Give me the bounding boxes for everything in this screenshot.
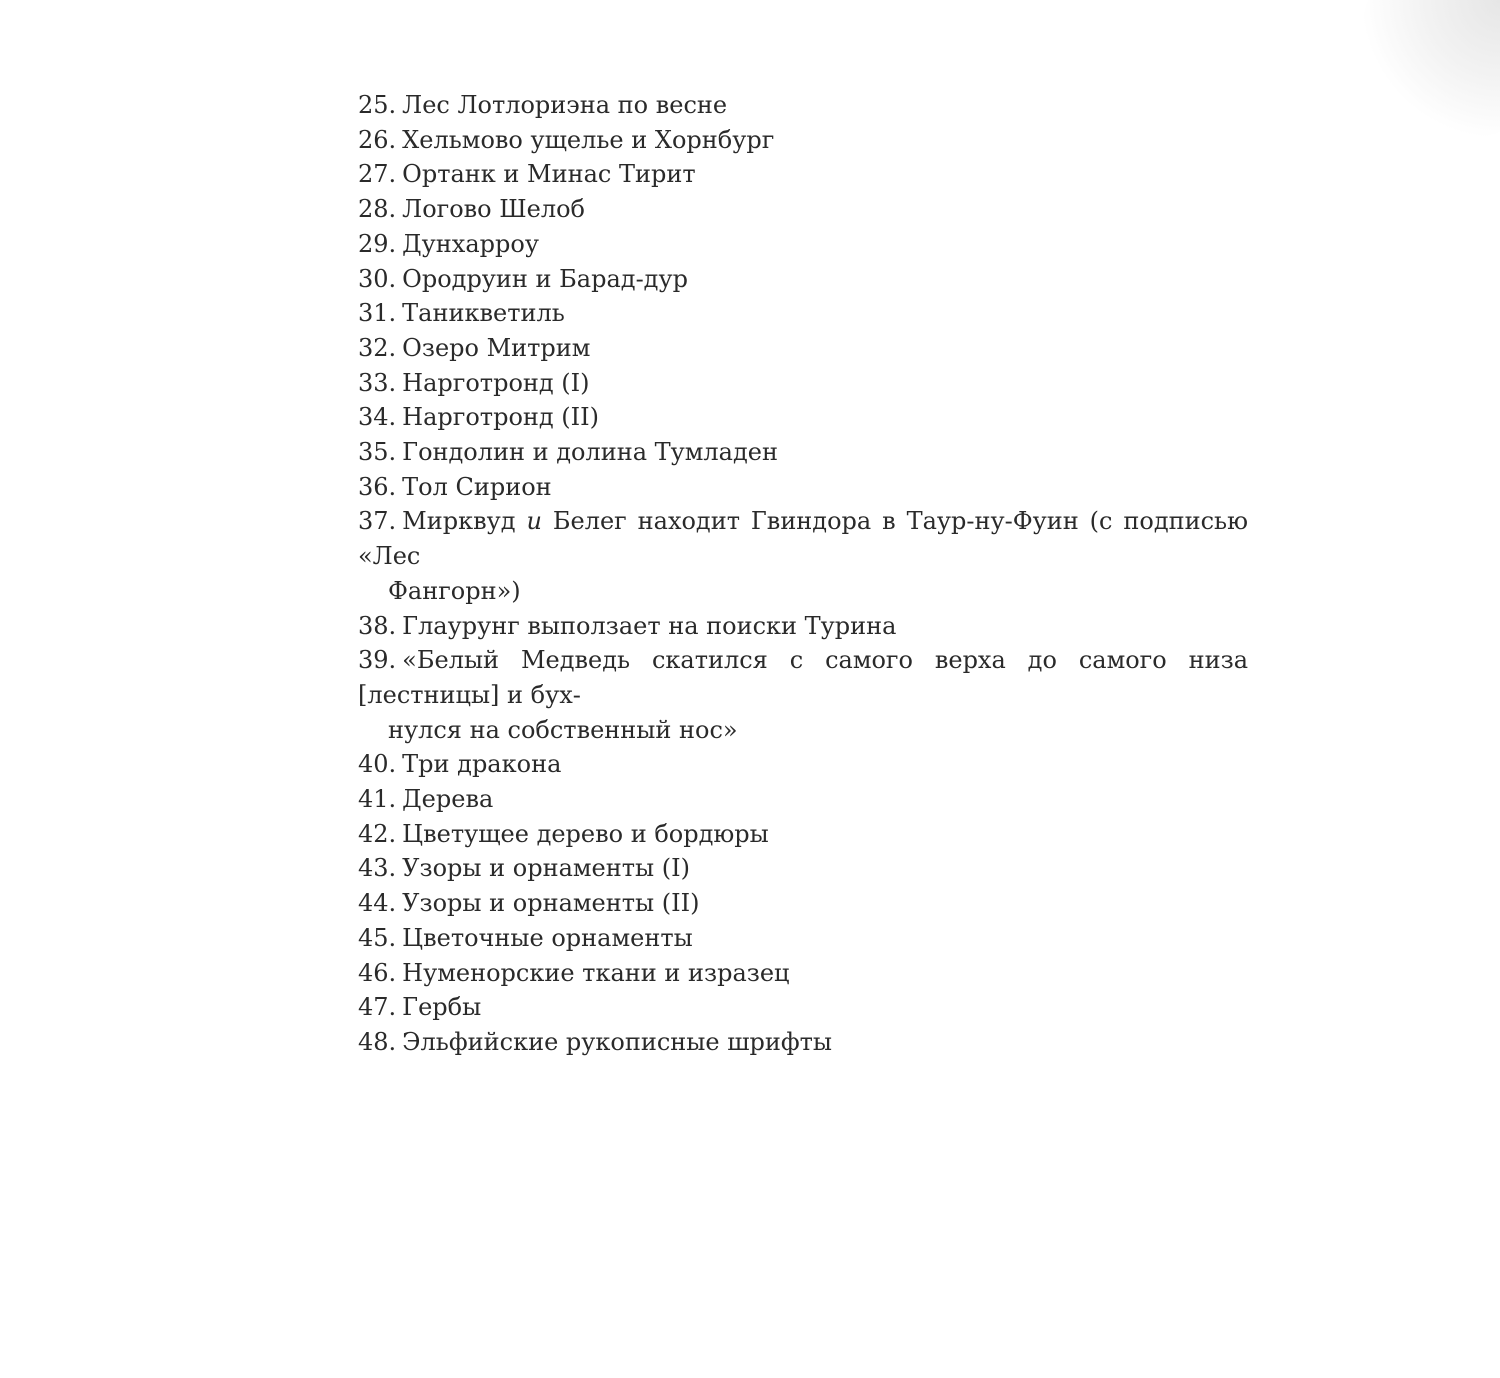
list-item — [358, 956, 1248, 991]
item-number: 41. — [358, 785, 397, 814]
item-title-part: Белег находит Гвиндора в Таур-ну-Фуин (с подписью «Лес — [358, 507, 1249, 571]
list-item — [358, 366, 1248, 401]
list-item — [358, 782, 1248, 817]
item-number: 32. — [358, 333, 397, 362]
illustrations-list — [358, 88, 1248, 1060]
item-number: 38. — [358, 611, 397, 640]
item-number: 28. — [358, 195, 397, 224]
list-item — [358, 504, 1248, 608]
item-number: 37. — [358, 507, 397, 536]
list-item — [358, 262, 1248, 297]
item-title: Цветочные орнаменты — [402, 923, 693, 952]
item-title: Логово Шелоб — [402, 195, 585, 224]
item-title: Лес Лотлориэна по весне — [402, 91, 728, 119]
item-number: 31. — [358, 299, 397, 328]
item-number: 40. — [358, 750, 397, 779]
item-number: 33. — [358, 368, 397, 397]
item-title: Глаурунг выползает на поиски Турина — [402, 611, 897, 640]
item-number: 36. — [358, 472, 397, 501]
item-number: 42. — [358, 819, 397, 848]
item-number: 46. — [358, 958, 397, 987]
item-number: 39. — [358, 646, 397, 675]
item-title-continuation: нулся на собственный нос» — [388, 715, 738, 744]
list-item — [358, 470, 1248, 505]
item-number: 34. — [358, 403, 397, 432]
item-number: 44. — [358, 889, 397, 918]
page-corner-shadow — [1360, 0, 1500, 140]
item-number: 30. — [358, 264, 397, 293]
list-item — [358, 435, 1248, 470]
list-item — [358, 227, 1248, 262]
item-title: Гербы — [402, 993, 482, 1022]
item-number: 26. — [358, 125, 397, 154]
list-item — [358, 296, 1248, 331]
item-number: 29. — [358, 229, 397, 258]
list-item — [358, 747, 1248, 782]
item-title-continuation: Фангорн») — [388, 576, 521, 605]
item-number: 35. — [358, 438, 397, 467]
item-number: 48. — [358, 1027, 397, 1056]
item-title-part: Мирквуд — [402, 507, 516, 536]
item-title: Нуменорские ткани и изразец — [402, 958, 790, 987]
item-number: 45. — [358, 923, 397, 952]
item-number: 47. — [358, 993, 397, 1022]
item-title: Нарготронд (I) — [402, 368, 590, 397]
item-title-italic: и — [526, 507, 542, 536]
list-item — [358, 643, 1248, 747]
item-title: Цветущее дерево и бордюры — [402, 819, 769, 848]
item-title: Хельмово ущелье и Хорнбург — [402, 125, 775, 154]
item-title: Узоры и орнаменты (II) — [402, 889, 700, 918]
list-item — [358, 921, 1248, 956]
item-title: Нарготронд (II) — [402, 403, 599, 432]
item-title: Эльфийские рукописные шрифты — [402, 1027, 833, 1056]
item-title: Таникветиль — [402, 299, 565, 328]
item-title: Дерева — [402, 785, 494, 814]
item-number: 27. — [358, 160, 397, 189]
list-item — [358, 817, 1248, 852]
list-item — [358, 157, 1248, 192]
list-item — [358, 123, 1248, 158]
item-number: 43. — [358, 854, 397, 883]
list-item — [358, 851, 1248, 886]
list-item — [358, 88, 1248, 123]
list-item — [358, 990, 1248, 1025]
item-title: Дунхарроу — [402, 229, 539, 258]
item-title: Узоры и орнаменты (I) — [402, 854, 690, 883]
list-item — [358, 609, 1248, 644]
item-title: Гондолин и долина Тумладен — [402, 438, 778, 467]
item-title: Тол Сирион — [402, 472, 552, 501]
list-item — [358, 1025, 1248, 1060]
list-item — [358, 886, 1248, 921]
list-item — [358, 331, 1248, 366]
item-title: Ортанк и Минас Тирит — [402, 160, 696, 189]
list-item — [358, 192, 1248, 227]
item-title: «Белый Медведь скатился с самого верха до самого низа [лестницы] и бух- — [358, 646, 1248, 709]
list-item — [358, 400, 1248, 435]
item-title: Ородруин и Барад-дур — [402, 264, 688, 293]
item-title: Три дракона — [402, 750, 562, 779]
item-number: 25. — [358, 91, 397, 119]
item-title: Озеро Митрим — [402, 333, 591, 362]
